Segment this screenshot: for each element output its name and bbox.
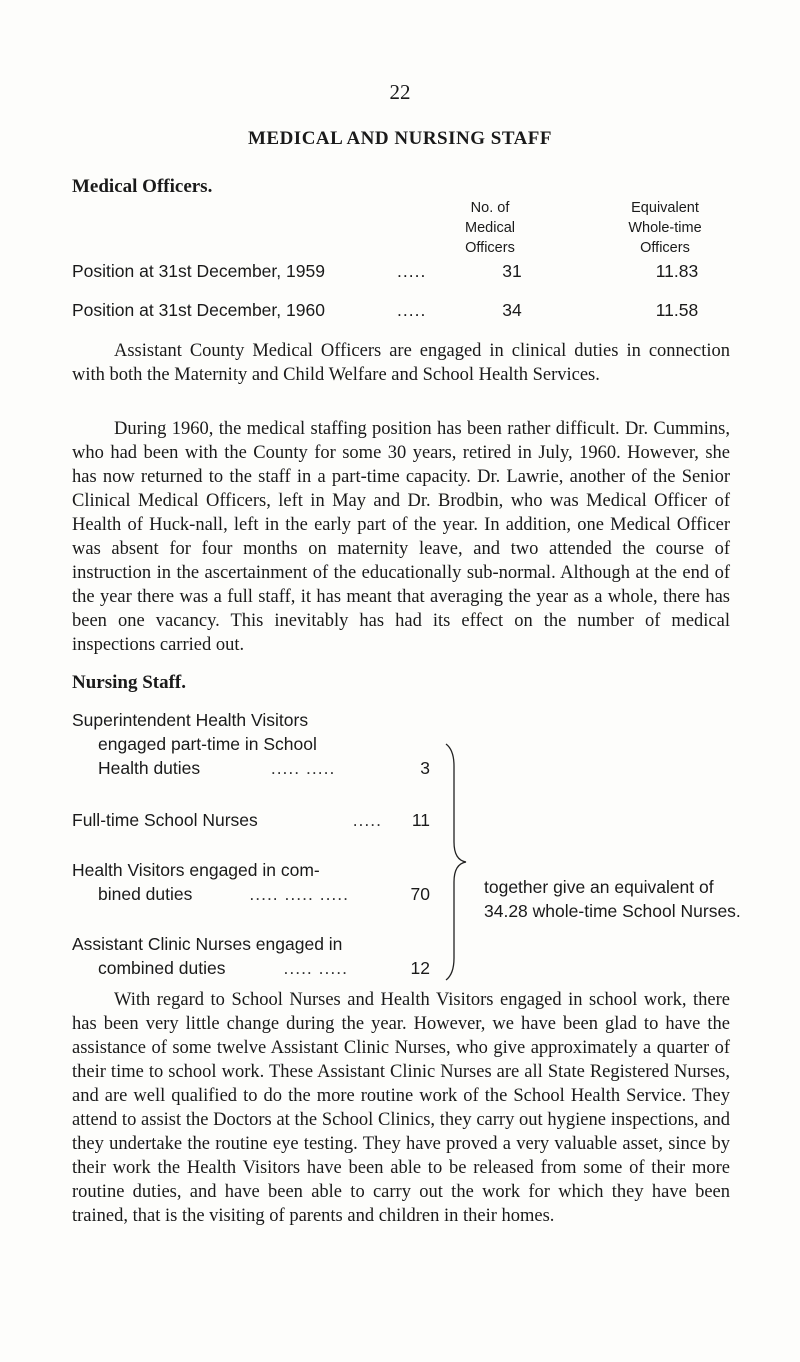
nursing-item-health-visitors [72, 858, 430, 906]
row-label: Position at 31st December, 1960 [72, 300, 325, 320]
equivalent-count: 11.58 [655, 300, 699, 320]
item-text: Full-time School Nurses [72, 810, 258, 830]
col-header-medical-officers [425, 198, 555, 258]
col-header-equivalent-officers [590, 198, 740, 258]
brace-summary-text: together give an equivalent of 34.28 whole-time School Nurses. [484, 877, 741, 921]
officer-count: 31 [502, 261, 522, 281]
item-text: Health duties [98, 758, 201, 778]
page-number: 22 [389, 80, 411, 104]
nursing-item-assistant-clinic [72, 932, 430, 980]
item-text: combined duties [98, 958, 226, 978]
item-value: 12 [410, 958, 430, 978]
leader-dots: ..... ..... ..... [249, 884, 350, 904]
table-row [72, 300, 732, 324]
item-text: engaged part-time in School [98, 734, 317, 754]
nursing-staff-heading: Nursing Staff. [72, 672, 187, 693]
leader-dots: ..... [397, 300, 427, 320]
item-text: Superintendent Health Visitors [72, 710, 309, 730]
item-text: Health Visitors engaged in com- [72, 860, 320, 880]
col-header-line: Equivalent [631, 200, 699, 216]
paragraph-staffing-position: During 1960, the medical staffing position has been rather difficult. Dr. Cummins, who had been with the County for some 30 years, retired in July, 1960. However, she has now returned to the staff in a part-time capacity. Dr. Lawrie, another of the Senior Clinical Medical Officers, left in May and Dr. Brodbin, who was Medical Officer of Health of Huck-nall, left in the early part of the year. In addition, one Medical Officer was absent for four months on maternity leave, and two attended the course of instruction in the ascertainment of the educationally sub-normal. Although at the end of the year there was a full staff, it has meant that averaging the year as a whole, there has been one vacancy. This inevitably has had its effect on the number of medical inspections carried out. [72, 419, 730, 655]
leader-dots: ..... [397, 261, 427, 281]
table-row [72, 261, 732, 285]
col-header-line: Officers [640, 240, 690, 256]
nursing-item-superintendent [72, 708, 430, 780]
paragraph-school-nurses: With regard to School Nurses and Health Visitors engaged in school work, there has been very little change during the year. However, we have been glad to have the assistance of some twelve Assistant Clinic Nurses, who give approximately a quarter of their time to school work. These Assistant Clinic Nurses are all State Registered Nurses, and are well qualified to do the more routine work of the School Health Service. They attend to assist the Doctors at the School Clinics, they carry out hygiene inspections, and they undertake the routine eye testing. They have proved a very valuable asset, since by their work the Health Visitors have been able to be released from some of their more routine duties, and have been able to carry out the work for which they have been trained, that is the visiting of parents and children in their homes. [72, 990, 730, 1226]
equivalent-count: 11.83 [655, 261, 699, 281]
col-header-line: No. of [470, 200, 510, 216]
leader-dots: ..... ..... [283, 958, 348, 978]
col-header-line: Whole-time [628, 220, 702, 236]
item-value: 11 [411, 810, 430, 830]
nursing-item-fulltime [72, 808, 430, 832]
col-header-line: Medical [465, 220, 515, 236]
page-title: MEDICAL AND NURSING STAFF [247, 128, 553, 149]
item-text: bined duties [98, 884, 193, 904]
leader-dots: ..... ..... [270, 758, 336, 778]
row-label: Position at 31st December, 1959 [72, 261, 325, 281]
brace-icon [440, 742, 480, 982]
leader-dots: ..... [352, 810, 382, 830]
item-value: 3 [420, 758, 430, 778]
col-header-line: Officers [465, 240, 515, 256]
paragraph-clinical-duties: Assistant County Medical Officers are engaged in clinical duties in connection with both the Maternity and Child Welfare and School Health Services. [72, 341, 730, 385]
medical-officers-heading: Medical Officers. [72, 176, 213, 197]
officer-count: 34 [502, 300, 522, 320]
item-value: 70 [410, 884, 430, 904]
item-text: Assistant Clinic Nurses engaged in [72, 934, 343, 954]
